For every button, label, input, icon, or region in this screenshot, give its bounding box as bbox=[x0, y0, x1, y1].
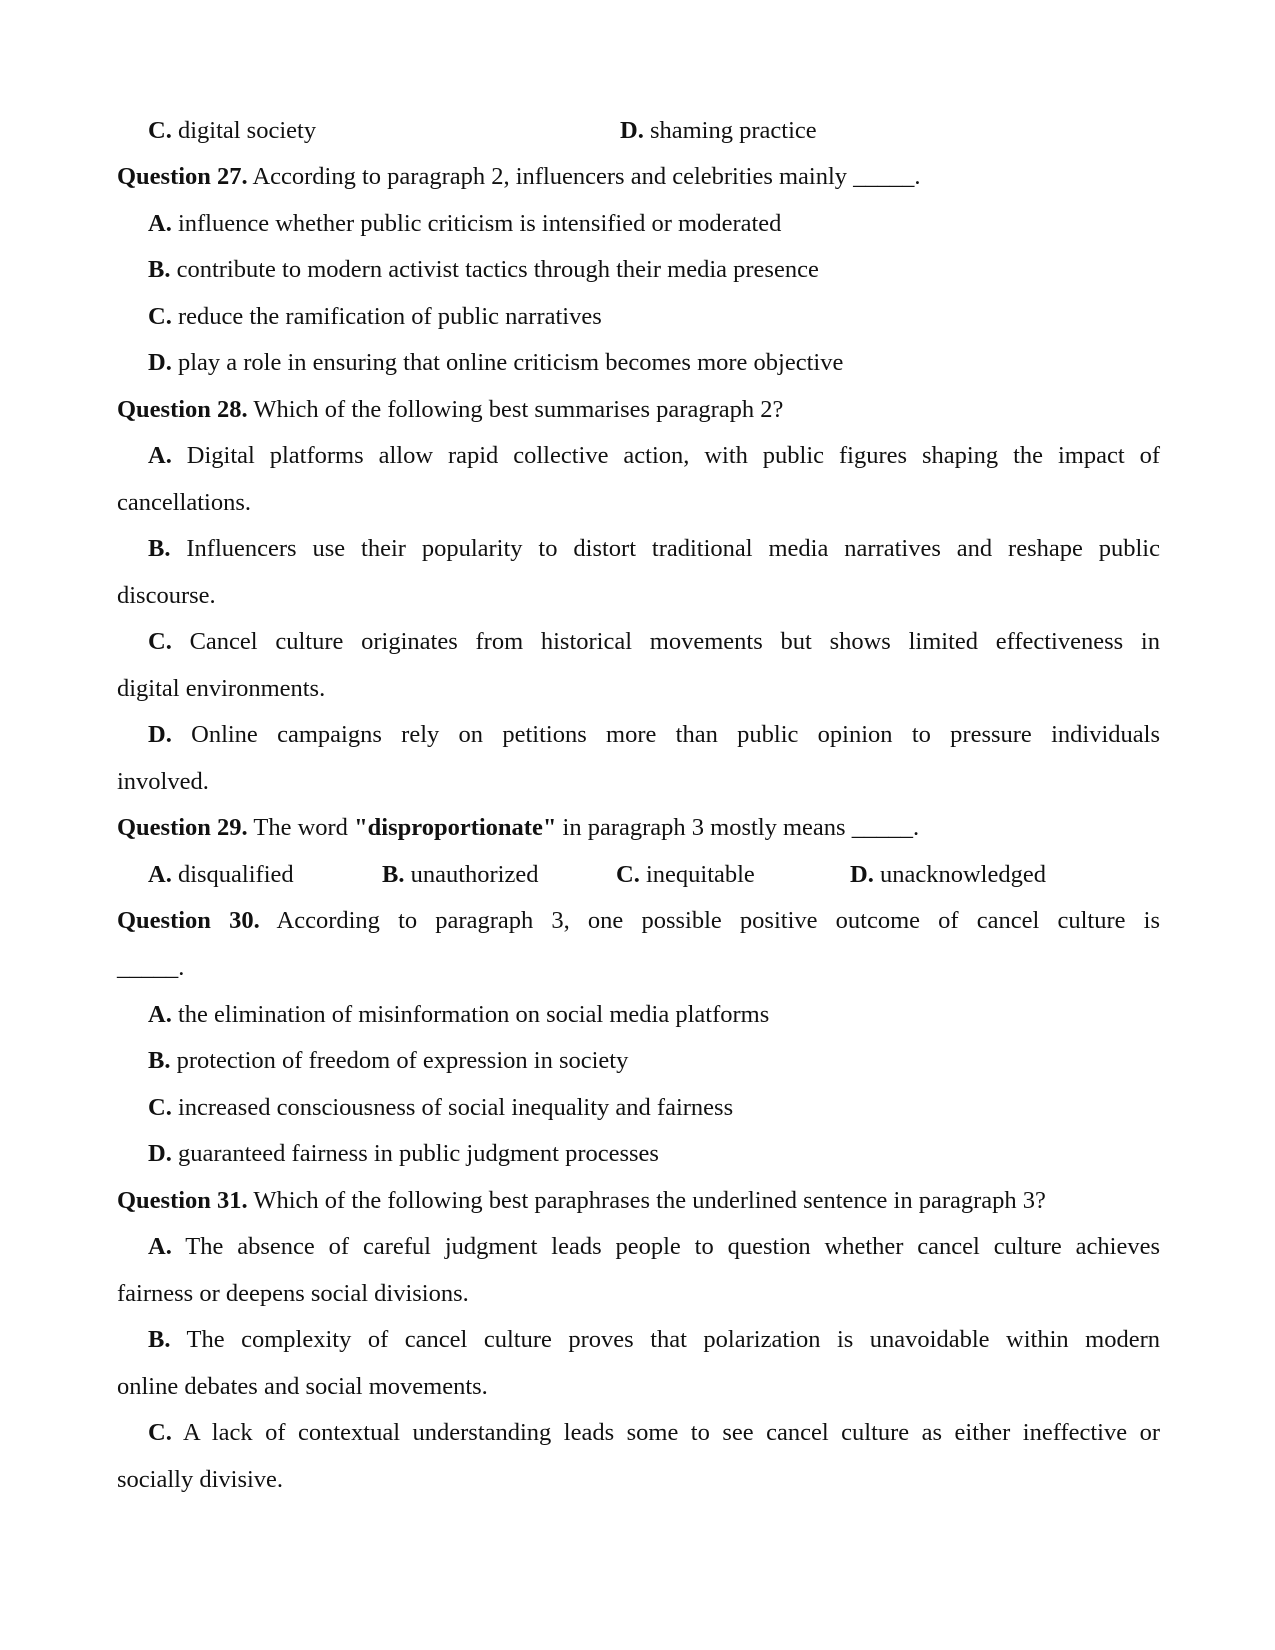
q28-option-b bbox=[148, 534, 1160, 564]
option-text: protection of freedom of expression in society bbox=[170, 1047, 629, 1074]
option-letter: C. bbox=[148, 628, 172, 655]
q27-option-c bbox=[148, 302, 602, 332]
q30-option-c bbox=[148, 1093, 733, 1123]
option-text: increased consciousness of social inequality and fairness bbox=[171, 1094, 734, 1121]
q28-option-c-cont: digital environments. bbox=[117, 675, 326, 702]
question-text: According to paragraph 3, one possible positive outcome of cancel culture is bbox=[259, 907, 1160, 934]
option-text: guaranteed fairness in public judgment processes bbox=[171, 1140, 659, 1167]
q30-option-b bbox=[148, 1046, 628, 1076]
option-text: unacknowledged bbox=[873, 861, 1046, 888]
option-letter: B. bbox=[148, 256, 171, 283]
q27-option-d bbox=[148, 348, 843, 378]
q30-option-d bbox=[148, 1139, 659, 1169]
question-text: Which of the following best paraphrases the underlined sentence in paragraph 3? bbox=[247, 1187, 1046, 1214]
option-letter: C. bbox=[616, 861, 640, 888]
option-letter: A. bbox=[148, 1001, 172, 1028]
option-letter: C. bbox=[148, 1419, 172, 1446]
option-letter: D. bbox=[148, 721, 172, 748]
option-letter: D. bbox=[148, 349, 172, 376]
q28-option-a-cont: cancellations. bbox=[117, 489, 252, 516]
target-word: "disproportionate" bbox=[354, 814, 557, 841]
q31-option-b bbox=[148, 1325, 1160, 1355]
q29-option-a bbox=[148, 860, 294, 890]
option-text: influence whether public criticism is intensified or moderated bbox=[171, 210, 782, 237]
option-text: inequitable bbox=[639, 861, 755, 888]
question-label: Question 30. bbox=[117, 907, 260, 934]
option-text: The complexity of cancel culture proves that polarization is unavoidable within modern bbox=[170, 1326, 1160, 1353]
option-text: disqualified bbox=[171, 861, 294, 888]
q29-stem bbox=[117, 813, 919, 843]
option-text: Digital platforms allow rapid collective action, with public figures shaping the impact of bbox=[171, 442, 1160, 469]
question-label: Question 31. bbox=[117, 1187, 248, 1214]
option-letter: D. bbox=[620, 117, 644, 144]
option-text: digital society bbox=[171, 117, 317, 144]
q31-stem bbox=[117, 1186, 1046, 1216]
q27-option-a bbox=[148, 209, 781, 239]
option-text: The absence of careful judgment leads people to question whether cancel culture achieves bbox=[171, 1233, 1160, 1260]
question-text: Which of the following best summarises paragraph 2? bbox=[247, 396, 784, 423]
option-text: A lack of contextual understanding leads some to see cancel culture as either ineffective or bbox=[171, 1419, 1160, 1446]
option-text: Influencers use their popularity to distort traditional media narratives and reshape public bbox=[170, 535, 1160, 562]
q31-option-c-cont: socially divisive. bbox=[117, 1466, 284, 1493]
option-text: unauthorized bbox=[404, 861, 539, 888]
q30-option-a bbox=[148, 1000, 769, 1030]
q29-option-b bbox=[382, 860, 539, 890]
option-letter: B. bbox=[382, 861, 405, 888]
q30-stem bbox=[117, 906, 1160, 936]
option-letter: B. bbox=[148, 1326, 171, 1353]
q28-option-c bbox=[148, 627, 1160, 657]
q28-option-b-cont: discourse. bbox=[117, 582, 216, 609]
q28-stem bbox=[117, 395, 783, 425]
option-letter: B. bbox=[148, 1047, 171, 1074]
option-letter: A. bbox=[148, 1233, 172, 1260]
option-letter: D. bbox=[850, 861, 874, 888]
option-letter: A. bbox=[148, 861, 172, 888]
q26-option-d bbox=[620, 116, 817, 146]
option-text: reduce the ramification of public narratives bbox=[171, 303, 602, 330]
option-letter: B. bbox=[148, 535, 171, 562]
q28-option-d bbox=[148, 720, 1160, 750]
option-text: Cancel culture originates from historical movements but shows limited effectiveness in bbox=[171, 628, 1160, 655]
question-label: Question 27. bbox=[117, 163, 248, 190]
q31-option-b-cont: online debates and social movements. bbox=[117, 1373, 488, 1400]
q29-option-d bbox=[850, 860, 1046, 890]
option-letter: C. bbox=[148, 1094, 172, 1121]
option-letter: A. bbox=[148, 210, 172, 237]
q26-option-c bbox=[148, 116, 316, 146]
q28-option-a bbox=[148, 441, 1160, 471]
question-text: According to paragraph 2, influencers and celebrities mainly _____. bbox=[247, 163, 921, 190]
q27-option-b bbox=[148, 255, 819, 285]
q31-option-c bbox=[148, 1418, 1160, 1448]
q27-stem bbox=[117, 162, 921, 192]
option-letter: D. bbox=[148, 1140, 172, 1167]
option-text: shaming practice bbox=[643, 117, 817, 144]
q31-option-a bbox=[148, 1232, 1160, 1262]
q28-option-d-cont: involved. bbox=[117, 768, 209, 795]
q29-option-c bbox=[616, 860, 755, 890]
option-letter: A. bbox=[148, 442, 172, 469]
question-text: The word bbox=[247, 814, 355, 841]
question-label: Question 29. bbox=[117, 814, 248, 841]
option-letter: C. bbox=[148, 117, 172, 144]
option-text: play a role in ensuring that online criticism becomes more objective bbox=[171, 349, 844, 376]
q30-stem-cont: _____. bbox=[117, 954, 185, 981]
option-letter: C. bbox=[148, 303, 172, 330]
option-text: Online campaigns rely on petitions more than public opinion to pressure individuals bbox=[171, 721, 1160, 748]
option-text: contribute to modern activist tactics through their media presence bbox=[170, 256, 819, 283]
question-label: Question 28. bbox=[117, 396, 248, 423]
q31-option-a-cont: fairness or deepens social divisions. bbox=[117, 1280, 469, 1307]
option-text: the elimination of misinformation on social media platforms bbox=[171, 1001, 770, 1028]
question-text-end: in paragraph 3 mostly means _____. bbox=[556, 814, 920, 841]
